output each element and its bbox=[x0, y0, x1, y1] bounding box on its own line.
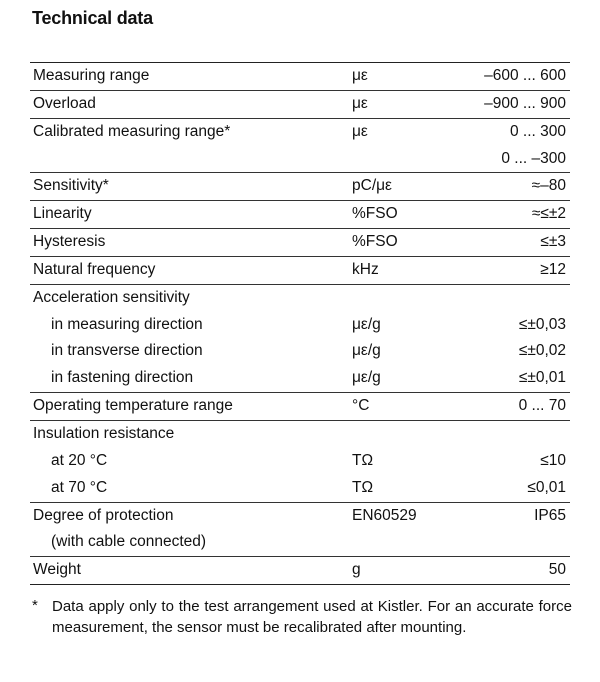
table-row-overload bbox=[30, 91, 570, 119]
row-value: ≥12 bbox=[540, 260, 566, 278]
row-label: at 20 °C bbox=[51, 451, 108, 469]
row-value: ≤±3 bbox=[540, 233, 566, 251]
table-row-hysteresis bbox=[30, 229, 570, 257]
row-unit: EN60529 bbox=[352, 506, 417, 524]
row-label: Overload bbox=[33, 94, 96, 112]
row-label: Measuring range bbox=[33, 67, 150, 84]
row-unit: °C bbox=[352, 397, 370, 415]
row-unit: με/g bbox=[352, 342, 381, 360]
footnote-marker: * bbox=[32, 597, 38, 614]
footnote bbox=[32, 596, 572, 638]
page-title: Technical data bbox=[32, 8, 153, 28]
row-value: –900 ... 900 bbox=[484, 94, 566, 112]
row-value: 0 ... –300 bbox=[501, 149, 566, 167]
row-unit: με bbox=[352, 122, 368, 140]
table-row-natural-frequency bbox=[30, 257, 570, 285]
table-row-fastening-direction bbox=[30, 365, 570, 393]
row-label: Operating temperature range bbox=[33, 397, 233, 415]
table-row-measuring-direction bbox=[30, 312, 570, 339]
table-row-calibrated-measuring-range-negative bbox=[30, 146, 570, 174]
technical-data-table bbox=[30, 62, 570, 585]
row-label: in fastening direction bbox=[51, 369, 194, 387]
table-row-with-cable-connected bbox=[30, 529, 570, 557]
row-value: ≈≤±2 bbox=[531, 205, 566, 223]
row-value: 0 ... 300 bbox=[509, 122, 566, 140]
row-value: ≤±0,01 bbox=[518, 369, 566, 387]
row-value: IP65 bbox=[534, 506, 566, 524]
table-row-transverse-direction bbox=[30, 338, 570, 365]
table-row-operating-temperature bbox=[30, 393, 570, 421]
table-row-calibrated-measuring-range bbox=[30, 119, 570, 146]
row-label: at 70 °C bbox=[51, 478, 108, 496]
row-label: in transverse direction bbox=[51, 342, 203, 360]
table-row-linearity bbox=[30, 201, 570, 229]
row-label: Calibrated measuring range* bbox=[33, 122, 231, 140]
table-row-measuring-range bbox=[30, 63, 570, 91]
row-label: Hysteresis bbox=[33, 233, 106, 251]
table-row-insulation-20c bbox=[30, 448, 570, 475]
table-row-acceleration-sensitivity bbox=[30, 285, 570, 312]
row-unit: με/g bbox=[352, 315, 381, 333]
row-unit: g bbox=[352, 561, 361, 579]
row-label: Natural frequency bbox=[33, 260, 156, 278]
row-label: Sensitivity* bbox=[33, 177, 109, 195]
row-value: ≤0,01 bbox=[527, 478, 566, 496]
row-unit: %FSO bbox=[352, 205, 398, 223]
row-value: 0 ... 70 bbox=[518, 397, 566, 415]
row-unit: TΩ bbox=[352, 478, 374, 496]
row-label: Acceleration sensitivity bbox=[33, 288, 190, 306]
table-row-insulation-resistance bbox=[30, 421, 570, 448]
row-value: 50 bbox=[548, 561, 566, 579]
row-value: ≤10 bbox=[540, 451, 566, 469]
row-unit: με/g bbox=[352, 369, 381, 387]
row-unit: με bbox=[352, 94, 368, 112]
table-row-weight bbox=[30, 557, 570, 584]
row-label: (with cable connected) bbox=[51, 533, 207, 551]
row-label: in measuring direction bbox=[51, 315, 203, 333]
row-unit: pC/με bbox=[352, 177, 392, 195]
row-unit: kHz bbox=[352, 260, 379, 278]
row-value: –600 ... 600 bbox=[484, 67, 566, 84]
row-label: Degree of protection bbox=[33, 506, 174, 524]
row-label: Insulation resistance bbox=[33, 424, 175, 442]
table-row-insulation-70c bbox=[30, 475, 570, 503]
row-unit: με bbox=[352, 67, 368, 84]
row-unit: TΩ bbox=[352, 451, 374, 469]
row-label: Linearity bbox=[33, 205, 92, 223]
row-label: Weight bbox=[33, 561, 81, 579]
table-row-sensitivity bbox=[30, 173, 570, 201]
row-value: ≤±0,02 bbox=[518, 342, 566, 360]
row-value: ≈–80 bbox=[531, 177, 566, 195]
row-unit: %FSO bbox=[352, 233, 398, 251]
row-value: ≤±0,03 bbox=[518, 315, 566, 333]
footnote-text: Data apply only to the test arrangement used at Kistler. For an accurate force measurement, the sensor must be recalibrated after mounting. bbox=[52, 598, 572, 636]
table-row-degree-of-protection bbox=[30, 503, 570, 530]
